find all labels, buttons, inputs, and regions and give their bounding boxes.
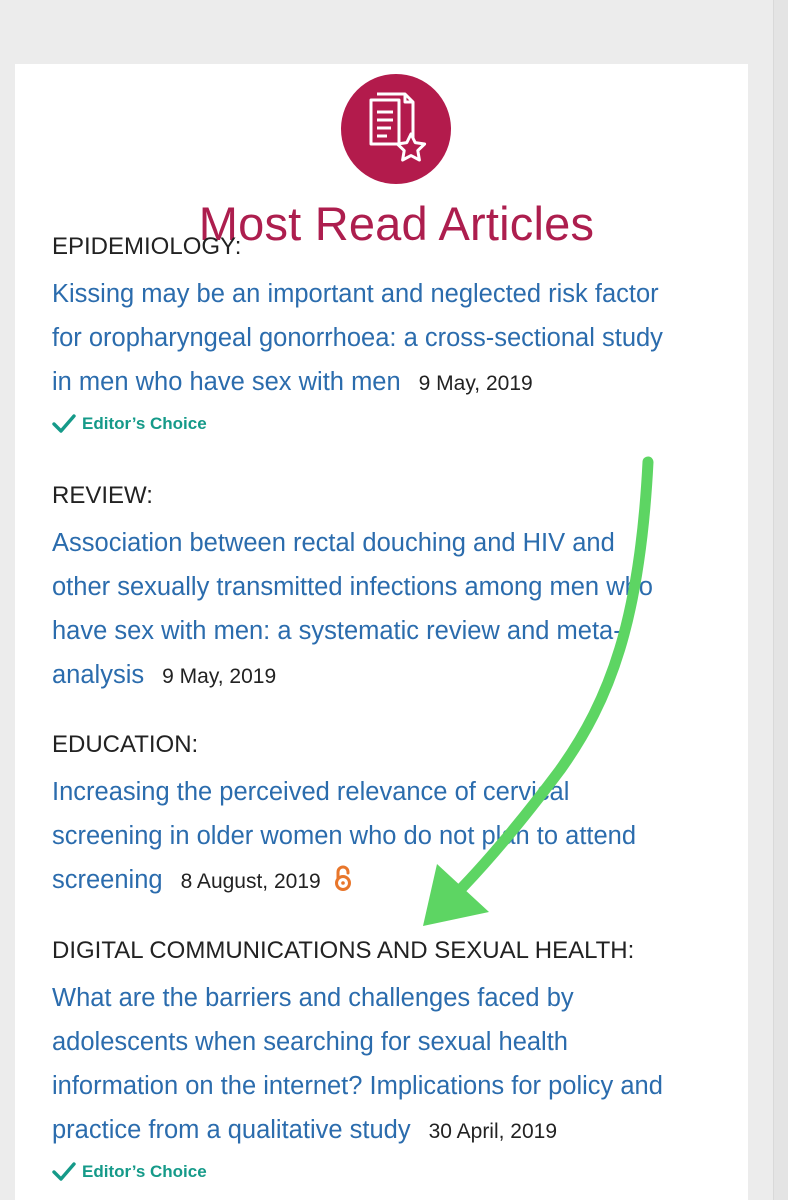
editors-choice-badge	[52, 1162, 722, 1182]
most-read-badge	[341, 74, 451, 184]
article-title-line	[52, 653, 722, 699]
adjacent-panel-edge	[773, 0, 788, 1200]
article-title-link[interactable]	[52, 976, 722, 1154]
article-title-line: adolescents when searching for sexual health	[52, 1028, 568, 1056]
article-category: DIGITAL COMMUNICATIONS AND SEXUAL HEALTH:	[52, 937, 635, 964]
article-title-line: other sexually transmitted infections among men who	[52, 573, 653, 601]
article-date: 9 May, 2019	[162, 665, 277, 688]
article-title-line: screening in older women who do not plan to attend	[52, 822, 637, 850]
article-title-line: What are the barriers and challenges faced by	[52, 984, 574, 1012]
article-date: 9 May, 2019	[418, 372, 533, 395]
article-title-line-text: analysis	[52, 661, 145, 689]
article-title-line	[52, 360, 722, 406]
article-title-line	[52, 858, 722, 906]
editors-choice-label: Editor’s Choice	[82, 1162, 207, 1181]
article-item	[52, 232, 722, 434]
section-title: Most Read Articles	[198, 197, 595, 250]
checkmark-icon	[52, 1162, 76, 1182]
articles-star-icon	[341, 74, 451, 184]
article-title-line-text: practice from a qualitative study	[52, 1116, 411, 1144]
editors-choice-label: Editor’s Choice	[82, 414, 207, 433]
article-title-line: Increasing the perceived relevance of cervical	[52, 778, 570, 806]
most-read-panel	[15, 64, 748, 1200]
article-title-line: Association between rectal douching and HIV and	[52, 529, 615, 557]
article-item	[52, 481, 722, 699]
article-title-line	[52, 1108, 722, 1154]
checkmark-icon	[52, 414, 76, 434]
article-title-line-text: in men who have sex with men	[52, 368, 401, 396]
article-item	[52, 936, 722, 1182]
article-date: 8 August, 2019	[180, 870, 321, 893]
open-access-icon	[333, 862, 353, 906]
article-category: EPIDEMIOLOGY:	[52, 233, 242, 260]
article-category: EDUCATION:	[52, 731, 199, 758]
editors-choice-badge	[52, 414, 722, 434]
article-title-line: have sex with men: a systematic review and meta-	[52, 617, 622, 645]
article-title-link[interactable]	[52, 770, 722, 906]
article-title-line: information on the internet? Implications for policy and	[52, 1072, 663, 1100]
article-title-line: for oropharyngeal gonorrhoea: a cross-sectional study	[52, 324, 663, 352]
article-category: REVIEW:	[52, 482, 153, 509]
article-title-link[interactable]	[52, 521, 722, 699]
article-title-link[interactable]	[52, 272, 722, 406]
article-date: 30 April, 2019	[428, 1120, 558, 1143]
article-title-line: Kissing may be an important and neglected risk factor	[52, 280, 659, 308]
article-title-line-text: screening	[52, 866, 163, 894]
article-item	[52, 730, 722, 906]
